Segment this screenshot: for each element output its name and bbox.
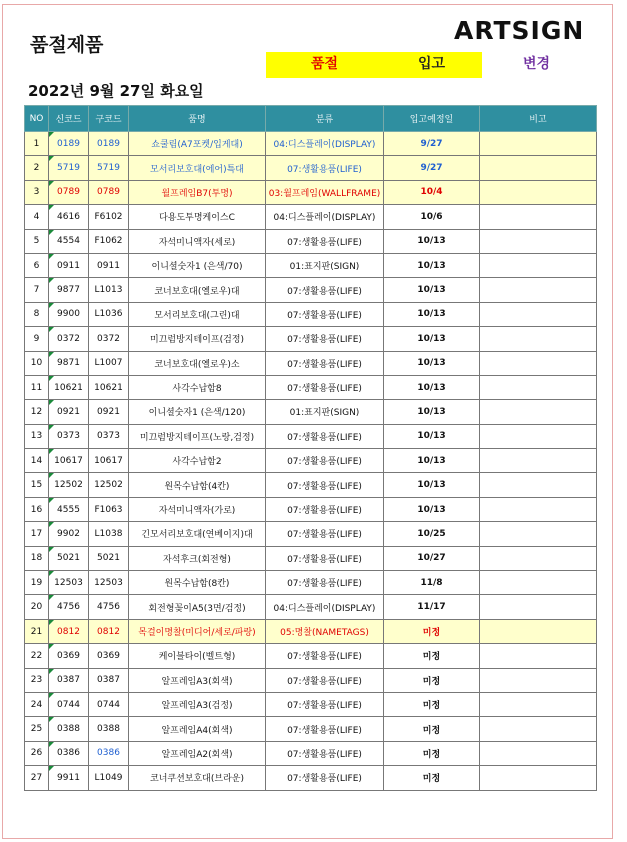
table-row	[25, 546, 597, 570]
table-row	[25, 571, 597, 595]
cell-product-name[interactable]: 월프레임B7(투명)	[129, 180, 266, 204]
cell-old-code[interactable]: 10621	[89, 375, 129, 399]
cell-category[interactable]: 01:표지판(SIGN)	[266, 400, 384, 424]
table-row	[25, 132, 597, 156]
cell-note[interactable]	[480, 741, 597, 765]
cell-old-code[interactable]: F6102	[89, 205, 129, 229]
cell-arrival-date[interactable]: 10/25	[384, 522, 480, 546]
cell-product-name[interactable]: 자석미니액자(세로)	[129, 229, 266, 253]
cell-new-code[interactable]: 9911	[49, 766, 89, 790]
cell-product-name[interactable]: 자석미니액자(가로)	[129, 497, 266, 521]
cell-new-code[interactable]: 0921	[49, 400, 89, 424]
cell-new-code[interactable]: 0387	[49, 668, 89, 692]
cell-new-code[interactable]: 12502	[49, 473, 89, 497]
cell-new-code[interactable]: 5021	[49, 546, 89, 570]
cell-arrival-date[interactable]: 10/13	[384, 327, 480, 351]
cell-old-code[interactable]: 0921	[89, 400, 129, 424]
cell-note[interactable]	[480, 522, 597, 546]
cell-new-code[interactable]: 9871	[49, 351, 89, 375]
cell-no[interactable]: 12	[25, 400, 49, 424]
cell-no[interactable]: 16	[25, 497, 49, 521]
table-row	[25, 375, 597, 399]
cell-product-name[interactable]: 모서리보호대(그린)대	[129, 302, 266, 326]
cell-arrival-date[interactable]: 미정	[384, 741, 480, 765]
cell-note[interactable]	[480, 156, 597, 180]
cell-no[interactable]: 22	[25, 644, 49, 668]
cell-new-code[interactable]: 0386	[49, 741, 89, 765]
cell-product-name[interactable]: 코너보호대(옐로우)소	[129, 351, 266, 375]
cell-product-name[interactable]: 코너보호대(옐로우)대	[129, 278, 266, 302]
cell-new-code[interactable]: 4555	[49, 497, 89, 521]
cell-category[interactable]: 01:표지판(SIGN)	[266, 253, 384, 277]
col-header-no[interactable]: NO	[25, 106, 49, 132]
cell-no[interactable]: 11	[25, 375, 49, 399]
cell-category[interactable]: 07:생활용품(LIFE)	[266, 473, 384, 497]
cell-old-code[interactable]: 0387	[89, 668, 129, 692]
cell-note[interactable]	[480, 132, 597, 156]
cell-product-name[interactable]: 회전형꽂이A5(3면/검정)	[129, 595, 266, 619]
table-row	[25, 205, 597, 229]
cell-no[interactable]: 4	[25, 205, 49, 229]
cell-product-name[interactable]: 미끄럼방지테이프(검정)	[129, 327, 266, 351]
table-row	[25, 278, 597, 302]
status-change-label: 변경	[523, 56, 551, 72]
cell-product-name[interactable]: 알프레임A2(회색)	[129, 741, 266, 765]
cell-new-code[interactable]: 4554	[49, 229, 89, 253]
cell-new-code[interactable]: 5719	[49, 156, 89, 180]
cell-product-name[interactable]: 원목수납함(8칸)	[129, 571, 266, 595]
table-row	[25, 619, 597, 643]
cell-note[interactable]	[480, 351, 597, 375]
cell-old-code[interactable]: L1036	[89, 302, 129, 326]
table-row	[25, 302, 597, 326]
table-row	[25, 327, 597, 351]
cell-arrival-date[interactable]: 10/13	[384, 253, 480, 277]
cell-product-name[interactable]: 쇼쿨림(A7포켓/입게대)	[129, 132, 266, 156]
cell-old-code[interactable]: 0789	[89, 180, 129, 204]
cell-product-name[interactable]: 미끄럼방지테이프(노랑,검정)	[129, 424, 266, 448]
cell-arrival-date[interactable]: 미정	[384, 644, 480, 668]
cell-product-name[interactable]: 목걸이명찰(미디어/세로/파랑)	[129, 619, 266, 643]
cell-no[interactable]: 3	[25, 180, 49, 204]
cell-category[interactable]: 07:생활용품(LIFE)	[266, 327, 384, 351]
table-row	[25, 449, 597, 473]
cell-arrival-date[interactable]: 미정	[384, 766, 480, 790]
cell-new-code[interactable]: 0373	[49, 424, 89, 448]
cell-note[interactable]	[480, 229, 597, 253]
cell-product-name[interactable]: 모서리보호대(에어)특대	[129, 156, 266, 180]
cell-category[interactable]: 03:월프레임(WALLFRAME)	[266, 180, 384, 204]
cell-new-code[interactable]: 10621	[49, 375, 89, 399]
cell-note[interactable]	[480, 205, 597, 229]
cell-product-name[interactable]: 다용도투명케이스C	[129, 205, 266, 229]
cell-no[interactable]: 7	[25, 278, 49, 302]
col-header-product-name[interactable]: 품명	[129, 106, 266, 132]
cell-new-code[interactable]: 9900	[49, 302, 89, 326]
cell-no[interactable]: 6	[25, 253, 49, 277]
table-row	[25, 180, 597, 204]
table-row	[25, 497, 597, 521]
cell-note[interactable]	[480, 400, 597, 424]
cell-old-code[interactable]: F1062	[89, 229, 129, 253]
cell-no[interactable]: 15	[25, 473, 49, 497]
cell-product-name[interactable]: 케이블타이(벨트형)	[129, 644, 266, 668]
cell-arrival-date[interactable]: 10/13	[384, 302, 480, 326]
table-row	[25, 766, 597, 790]
cell-old-code[interactable]: 0373	[89, 424, 129, 448]
cell-no[interactable]: 10	[25, 351, 49, 375]
brand-logo: ARTSIGN	[454, 16, 585, 45]
cell-new-code[interactable]: 12503	[49, 571, 89, 595]
cell-new-code[interactable]: 0372	[49, 327, 89, 351]
cell-arrival-date[interactable]: 미정	[384, 668, 480, 692]
cell-category[interactable]: 07:생활용품(LIFE)	[266, 766, 384, 790]
cell-no[interactable]: 21	[25, 619, 49, 643]
cell-arrival-date[interactable]: 10/4	[384, 180, 480, 204]
col-header-category[interactable]: 분류	[266, 106, 384, 132]
table-row	[25, 156, 597, 180]
cell-note[interactable]	[480, 375, 597, 399]
cell-category[interactable]: 04:디스플레이(DISPLAY)	[266, 595, 384, 619]
cell-category[interactable]: 07:생활용품(LIFE)	[266, 497, 384, 521]
cell-new-code[interactable]: 0388	[49, 717, 89, 741]
cell-old-code[interactable]: 12502	[89, 473, 129, 497]
cell-note[interactable]	[480, 302, 597, 326]
cell-note[interactable]	[480, 327, 597, 351]
cell-note[interactable]	[480, 278, 597, 302]
col-header-new-code[interactable]: 신코드	[49, 106, 89, 132]
cell-old-code[interactable]: L1049	[89, 766, 129, 790]
cell-category[interactable]: 07:생활용품(LIFE)	[266, 449, 384, 473]
cell-product-name[interactable]: 이니셜숫자1 (은색/70)	[129, 253, 266, 277]
cell-old-code[interactable]: 0744	[89, 692, 129, 716]
table-row	[25, 717, 597, 741]
cell-no[interactable]: 14	[25, 449, 49, 473]
cell-category[interactable]: 07:생활용품(LIFE)	[266, 156, 384, 180]
cell-category[interactable]: 07:생활용품(LIFE)	[266, 522, 384, 546]
cell-old-code[interactable]: 12503	[89, 571, 129, 595]
table-row	[25, 595, 597, 619]
cell-old-code[interactable]: 0369	[89, 644, 129, 668]
cell-note[interactable]	[480, 766, 597, 790]
cell-note[interactable]	[480, 692, 597, 716]
cell-arrival-date[interactable]: 10/13	[384, 229, 480, 253]
cell-arrival-date[interactable]: 10/13	[384, 497, 480, 521]
cell-old-code[interactable]: L1007	[89, 351, 129, 375]
cell-arrival-date[interactable]: 10/13	[384, 449, 480, 473]
table-row	[25, 400, 597, 424]
cell-arrival-date[interactable]: 10/13	[384, 351, 480, 375]
cell-category[interactable]: 07:생활용품(LIFE)	[266, 571, 384, 595]
cell-note[interactable]	[480, 644, 597, 668]
cell-product-name[interactable]: 이니셜숫자1 (은색/120)	[129, 400, 266, 424]
report-date: 2022년 9월 27일 화요일	[28, 82, 204, 100]
cell-old-code[interactable]: L1038	[89, 522, 129, 546]
cell-note[interactable]	[480, 473, 597, 497]
cell-category[interactable]: 07:생활용품(LIFE)	[266, 375, 384, 399]
cell-product-name[interactable]: 긴모서리보호대(연베이지)대	[129, 522, 266, 546]
table-row	[25, 229, 597, 253]
cell-category[interactable]: 07:생활용품(LIFE)	[266, 424, 384, 448]
col-header-arrival-date[interactable]: 입고예정일	[384, 106, 480, 132]
cell-arrival-date[interactable]: 10/13	[384, 424, 480, 448]
cell-new-code[interactable]: 0189	[49, 132, 89, 156]
col-header-old-code[interactable]: 구코드	[89, 106, 129, 132]
cell-arrival-date[interactable]: 미정	[384, 619, 480, 643]
cell-old-code[interactable]: 10617	[89, 449, 129, 473]
cell-old-code[interactable]: 0911	[89, 253, 129, 277]
cell-note[interactable]	[480, 595, 597, 619]
cell-arrival-date[interactable]: 10/13	[384, 400, 480, 424]
table-row	[25, 253, 597, 277]
cell-no[interactable]: 24	[25, 692, 49, 716]
cell-note[interactable]	[480, 497, 597, 521]
cell-note[interactable]	[480, 571, 597, 595]
cell-category[interactable]: 07:생활용품(LIFE)	[266, 644, 384, 668]
cell-new-code[interactable]: 9877	[49, 278, 89, 302]
cell-product-name[interactable]: 사각수납함2	[129, 449, 266, 473]
cell-no[interactable]: 9	[25, 327, 49, 351]
cell-category[interactable]: 04:디스플레이(DISPLAY)	[266, 205, 384, 229]
cell-old-code[interactable]: 4756	[89, 595, 129, 619]
table-row	[25, 692, 597, 716]
cell-category[interactable]: 07:생활용품(LIFE)	[266, 741, 384, 765]
page-title: 품절제품	[30, 34, 104, 56]
cell-no[interactable]: 27	[25, 766, 49, 790]
cell-category[interactable]: 04:디스플레이(DISPLAY)	[266, 132, 384, 156]
table-row	[25, 473, 597, 497]
cell-no[interactable]: 20	[25, 595, 49, 619]
cell-no[interactable]: 8	[25, 302, 49, 326]
status-soldout-label: 품절	[311, 56, 339, 72]
cell-old-code[interactable]: 5719	[89, 156, 129, 180]
cell-new-code[interactable]: 9902	[49, 522, 89, 546]
cell-new-code[interactable]: 4616	[49, 205, 89, 229]
cell-no[interactable]: 2	[25, 156, 49, 180]
cell-arrival-date[interactable]: 미정	[384, 717, 480, 741]
cell-no[interactable]: 13	[25, 424, 49, 448]
status-legend-bar	[266, 52, 482, 78]
cell-old-code[interactable]: 0386	[89, 741, 129, 765]
cell-arrival-date[interactable]: 9/27	[384, 156, 480, 180]
status-arrival-label: 입고	[418, 56, 446, 72]
cell-old-code[interactable]: 0189	[89, 132, 129, 156]
cell-note[interactable]	[480, 424, 597, 448]
cell-arrival-date[interactable]: 미정	[384, 692, 480, 716]
cell-category[interactable]: 07:생활용품(LIFE)	[266, 546, 384, 570]
cell-note[interactable]	[480, 449, 597, 473]
cell-no[interactable]: 5	[25, 229, 49, 253]
cell-no[interactable]: 23	[25, 668, 49, 692]
cell-old-code[interactable]: 0812	[89, 619, 129, 643]
cell-product-name[interactable]: 알프레임A4(회색)	[129, 717, 266, 741]
cell-category[interactable]: 07:생활용품(LIFE)	[266, 278, 384, 302]
cell-category[interactable]: 05:명찰(NAMETAGS)	[266, 619, 384, 643]
cell-note[interactable]	[480, 546, 597, 570]
cell-note[interactable]	[480, 180, 597, 204]
cell-new-code[interactable]: 0369	[49, 644, 89, 668]
soldout-table	[24, 105, 597, 791]
cell-category[interactable]: 07:생활용품(LIFE)	[266, 229, 384, 253]
cell-arrival-date[interactable]: 10/13	[384, 278, 480, 302]
cell-old-code[interactable]: L1013	[89, 278, 129, 302]
cell-category[interactable]: 07:생활용품(LIFE)	[266, 717, 384, 741]
cell-new-code[interactable]: 4756	[49, 595, 89, 619]
cell-no[interactable]: 25	[25, 717, 49, 741]
cell-no[interactable]: 18	[25, 546, 49, 570]
cell-old-code[interactable]: 0372	[89, 327, 129, 351]
cell-product-name[interactable]: 사각수납함8	[129, 375, 266, 399]
cell-old-code[interactable]: 5021	[89, 546, 129, 570]
col-header-note[interactable]: 비고	[480, 106, 597, 132]
table-row	[25, 644, 597, 668]
cell-new-code[interactable]: 10617	[49, 449, 89, 473]
table-row	[25, 522, 597, 546]
table-row	[25, 424, 597, 448]
cell-arrival-date[interactable]: 10/6	[384, 205, 480, 229]
cell-no[interactable]: 1	[25, 132, 49, 156]
cell-note[interactable]	[480, 619, 597, 643]
cell-note[interactable]	[480, 668, 597, 692]
cell-category[interactable]: 07:생활용품(LIFE)	[266, 302, 384, 326]
cell-product-name[interactable]: 알프레임A3(검정)	[129, 692, 266, 716]
cell-new-code[interactable]: 0911	[49, 253, 89, 277]
cell-new-code[interactable]: 0812	[49, 619, 89, 643]
cell-arrival-date[interactable]: 10/27	[384, 546, 480, 570]
cell-arrival-date[interactable]: 11/8	[384, 571, 480, 595]
cell-arrival-date[interactable]: 11/17	[384, 595, 480, 619]
cell-old-code[interactable]: 0388	[89, 717, 129, 741]
cell-note[interactable]	[480, 253, 597, 277]
cell-product-name[interactable]: 자석후크(회전형)	[129, 546, 266, 570]
cell-note[interactable]	[480, 717, 597, 741]
cell-product-name[interactable]: 원목수납함(4칸)	[129, 473, 266, 497]
cell-category[interactable]: 07:생활용품(LIFE)	[266, 692, 384, 716]
cell-arrival-date[interactable]: 10/13	[384, 375, 480, 399]
cell-product-name[interactable]: 알프레임A3(회색)	[129, 668, 266, 692]
cell-product-name[interactable]: 코너쿠션보호대(브라운)	[129, 766, 266, 790]
cell-new-code[interactable]: 0789	[49, 180, 89, 204]
table-header-row	[25, 106, 597, 132]
cell-category[interactable]: 07:생활용품(LIFE)	[266, 668, 384, 692]
cell-no[interactable]: 19	[25, 571, 49, 595]
cell-new-code[interactable]: 0744	[49, 692, 89, 716]
cell-arrival-date[interactable]: 9/27	[384, 132, 480, 156]
cell-no[interactable]: 17	[25, 522, 49, 546]
table-row	[25, 668, 597, 692]
table-row	[25, 741, 597, 765]
cell-category[interactable]: 07:생활용품(LIFE)	[266, 351, 384, 375]
cell-no[interactable]: 26	[25, 741, 49, 765]
cell-old-code[interactable]: F1063	[89, 497, 129, 521]
table-row	[25, 351, 597, 375]
cell-arrival-date[interactable]: 10/13	[384, 473, 480, 497]
